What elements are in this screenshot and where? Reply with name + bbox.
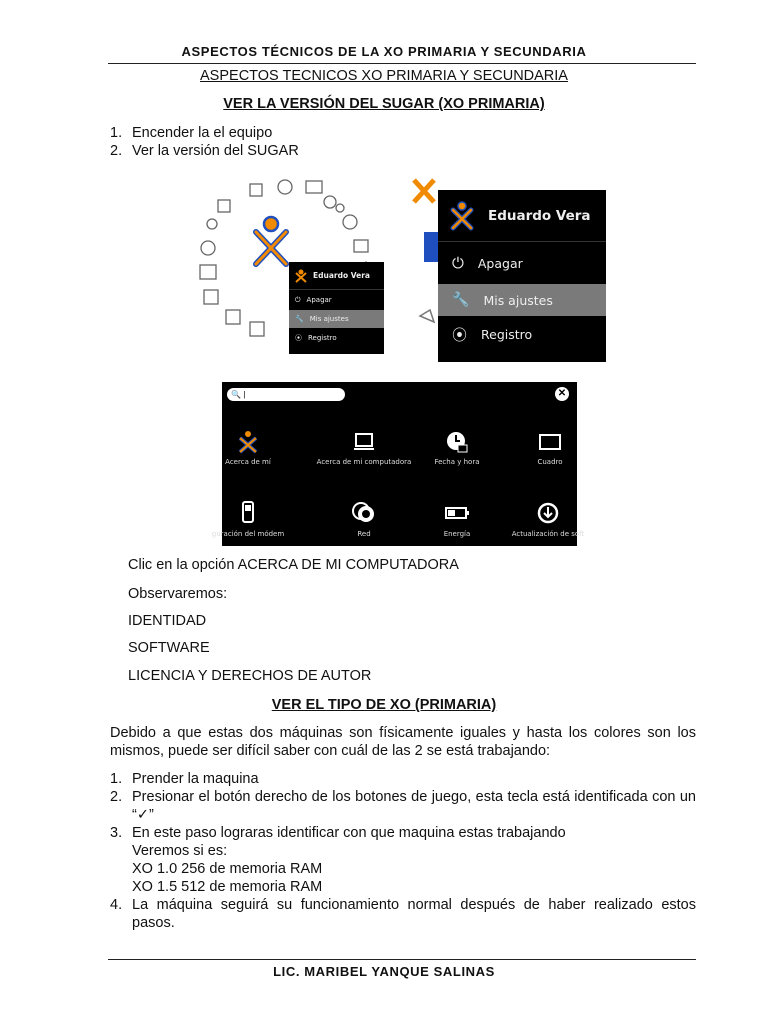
- record-icon: ⦿: [295, 334, 302, 342]
- tile-acerca-de-mi[interactable]: [194, 430, 302, 466]
- tile-label: Acerca de mí: [225, 458, 271, 466]
- frame-icon: [538, 430, 562, 454]
- xo-user-icon: [450, 201, 474, 231]
- list-number: 1.: [110, 771, 123, 787]
- list-text: En este paso lograras identificar con que maquina estas trabajando: [132, 825, 566, 841]
- tile-cuadro[interactable]: [496, 430, 604, 466]
- list-number: 3.: [110, 825, 123, 841]
- power-icon: ⏻: [452, 254, 464, 272]
- tile-fecha-y-hora[interactable]: [403, 430, 511, 466]
- phone-icon: [236, 500, 260, 526]
- wrench-icon: 🔧: [452, 292, 470, 308]
- list-subline: XO 1.5 512 de memoria RAM: [132, 879, 323, 895]
- section-title-xo-type: VER EL TIPO DE XO (PRIMARIA): [271, 697, 497, 713]
- menu-item-mis-ajustes[interactable]: [438, 284, 606, 316]
- menu-item-label: Apagar: [477, 255, 523, 271]
- list-item: [110, 770, 696, 788]
- sugar-steps-list: [110, 124, 696, 160]
- document-subtitle: ASPECTOS TECNICOS XO PRIMARIA Y SECUNDARIA: [200, 68, 568, 84]
- wrench-icon: 🔧: [295, 315, 304, 323]
- section2-intro: Debido a que estas dos máquinas son físicamente iguales y hasta los colores son los mismos, puede ser difícil saber con cuál de las 2 se está trabajando:: [110, 725, 696, 759]
- menu-item-label: Registro: [481, 326, 533, 342]
- menu-item-apagar[interactable]: [438, 242, 606, 284]
- tile-label: Energía: [443, 530, 471, 538]
- page-header-title: ASPECTOS TÉCNICOS DE LA XO PRIMARIA Y SECUNDARIA: [181, 44, 587, 59]
- control-panel-screenshot: [211, 382, 585, 546]
- list-subline: XO 1.0 256 de memoria RAM: [132, 861, 323, 877]
- list-text: Presionar el botón derecho de los botones de juego, esta tecla está identificada con un “✓”: [132, 789, 696, 823]
- user-menu-zoom-screenshot: [412, 178, 608, 364]
- menu-item-apagar[interactable]: [289, 290, 384, 310]
- list-item: [110, 788, 696, 824]
- list-number: 4.: [110, 897, 123, 913]
- tile-label: Actualización de soft: [511, 530, 585, 538]
- item-licencia: LICENCIA Y DERECHOS DE AUTOR: [128, 668, 372, 684]
- list-text: La máquina seguirá su funcionamiento normal después de haber realizado estos pasos.: [132, 897, 696, 931]
- menu-item-label: Registro: [308, 334, 337, 342]
- page-footer-author: LIC. MARIBEL YANQUE SALINAS: [273, 964, 495, 979]
- footer-divider: [108, 959, 696, 960]
- item-identidad: IDENTIDAD: [128, 613, 207, 629]
- menu-user-header: [438, 190, 606, 242]
- header-divider: [108, 63, 696, 64]
- list-number: 1.: [110, 125, 123, 141]
- menu-user-name: Eduardo Vera: [488, 207, 591, 224]
- menu-item-registro[interactable]: [289, 328, 384, 348]
- tile-acerca-de-mi-computadora[interactable]: [310, 430, 418, 466]
- list-item: [110, 896, 696, 932]
- close-icon[interactable]: ✕: [555, 387, 569, 401]
- tile-label: guración del módem: [211, 530, 285, 538]
- tile-label: Acerca de mi computadora: [316, 458, 412, 466]
- xo-type-steps-list: [110, 770, 696, 932]
- user-menu-small: [289, 262, 384, 354]
- list-text: Encender la el equipo: [132, 125, 273, 141]
- menu-item-mis-ajustes[interactable]: [289, 310, 384, 328]
- update-icon: [535, 500, 561, 526]
- laptop-icon: [352, 430, 376, 454]
- network-icon: [350, 500, 378, 526]
- item-software: SOFTWARE: [128, 640, 210, 656]
- tile-label: Fecha y hora: [434, 458, 480, 466]
- clock-icon: [445, 430, 469, 454]
- tile-red[interactable]: [310, 500, 418, 538]
- instruction-observe: Observaremos:: [128, 586, 228, 602]
- instruction-click: Clic en la opción ACERCA DE MI COMPUTADORA: [128, 557, 459, 573]
- tile-actualizacion-de-software[interactable]: [494, 500, 602, 538]
- tile-label: Cuadro: [537, 458, 563, 466]
- tile-label: Red: [357, 530, 371, 538]
- record-icon: ⦿: [452, 325, 468, 344]
- list-text: Prender la maquina: [132, 771, 259, 787]
- power-icon: ⏻: [295, 295, 301, 304]
- menu-item-label: Apagar: [306, 296, 332, 304]
- battery-icon: [443, 500, 471, 526]
- menu-user-header: [289, 262, 384, 290]
- search-value: |: [243, 390, 246, 399]
- user-menu-large: [438, 190, 606, 362]
- list-number: 2.: [110, 789, 123, 805]
- list-subline: Veremos si es:: [132, 843, 228, 859]
- menu-item-registro[interactable]: [438, 316, 606, 352]
- xo-logo-icon: [256, 217, 286, 264]
- search-input[interactable]: [227, 388, 345, 401]
- menu-user-name: Eduardo Vera: [313, 271, 370, 280]
- sugar-home-screenshot: [190, 172, 400, 357]
- xo-person-icon: [237, 430, 259, 454]
- menu-item-label: Mis ajustes: [309, 315, 349, 323]
- list-text: Ver la versión del SUGAR: [132, 143, 299, 159]
- list-item: [110, 142, 696, 160]
- list-item: [110, 124, 696, 142]
- section-title-sugar-version: VER LA VERSIÓN DEL SUGAR (XO PRIMARIA): [223, 96, 545, 112]
- list-text-group: [132, 824, 696, 896]
- tile-configuracion-del-modem[interactable]: [194, 500, 302, 538]
- menu-item-label: Mis ajustes: [483, 292, 553, 308]
- xo-user-icon: [295, 269, 307, 283]
- list-item: [110, 824, 696, 896]
- list-number: 2.: [110, 143, 123, 159]
- search-icon: 🔍: [231, 390, 241, 399]
